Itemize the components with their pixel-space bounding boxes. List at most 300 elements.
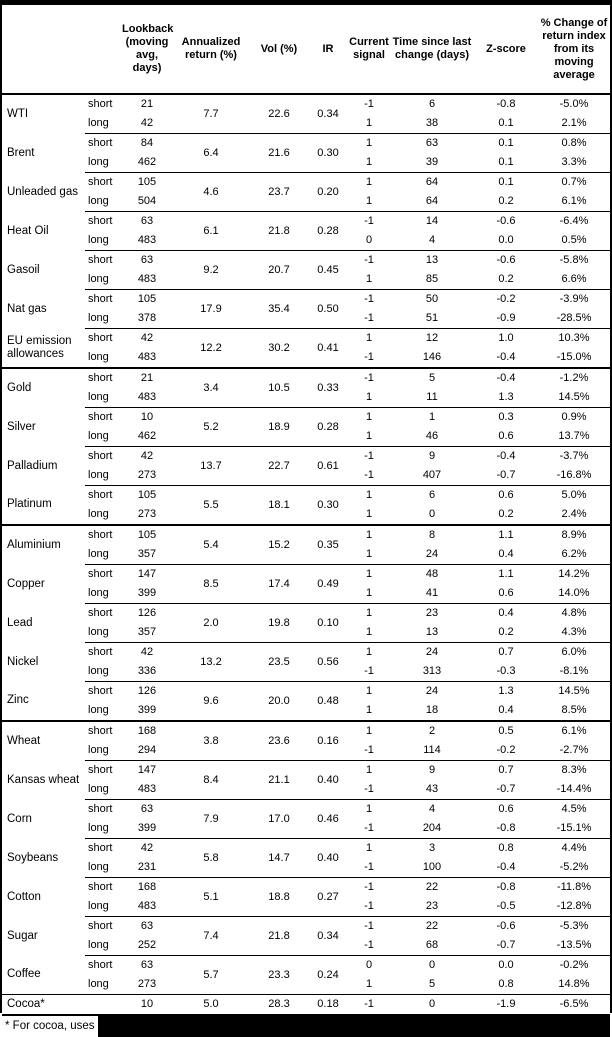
current-signal-cell: -1 [364, 822, 374, 834]
horizon-label-cell: short [85, 604, 122, 624]
pct-change-cell: -6.4% [538, 212, 610, 232]
lookback-cell: 483 [137, 391, 157, 403]
pct-change-cell: 6.6% [561, 273, 587, 285]
pct-change-cell: -15.1% [556, 822, 592, 834]
pct-change-cell: 5.0% [538, 486, 610, 506]
commodity-group [2, 290, 610, 329]
current-signal-cell: 0 [365, 234, 373, 246]
lookback-cell: 42 [122, 447, 172, 467]
current-signal-cell: 1 [348, 682, 390, 702]
commodity-name-cell: Aluminium [2, 525, 85, 565]
time-since-change-cell: 14 [390, 212, 474, 232]
zscore-cell: -0.8 [474, 94, 538, 114]
commodity-group [2, 447, 610, 486]
pct-change-cell: 14.8% [558, 978, 590, 990]
time-since-change-cell: 8 [390, 525, 474, 545]
table-row [2, 251, 610, 271]
horizon-label-cell: long [88, 508, 109, 520]
time-since-change-cell: 85 [425, 273, 439, 285]
zscore-cell: 0.2 [498, 626, 514, 638]
zscore-cell: 0.1 [498, 117, 514, 129]
lookback-cell: 378 [137, 312, 157, 324]
current-signal-cell: 1 [348, 525, 390, 545]
table-row [2, 995, 610, 1016]
annualized-return-cell: 5.4 [172, 525, 250, 565]
time-since-change-cell: 5 [390, 368, 474, 388]
lookback-cell: 336 [137, 665, 157, 677]
current-signal-cell: 1 [365, 508, 373, 520]
header-cell-ir: IR [308, 5, 348, 94]
annualized-return-cell: 9.2 [172, 251, 250, 290]
table-row [2, 329, 610, 349]
zscore-cell: -0.3 [496, 665, 516, 677]
pct-change-cell: 8.3% [538, 761, 610, 781]
lookback-cell: 126 [122, 604, 172, 624]
lookback-cell: 105 [122, 290, 172, 310]
table-row [2, 878, 610, 898]
current-signal-cell: 1 [365, 978, 373, 990]
zscore-cell: 0.0 [474, 956, 538, 976]
pct-change-cell: 13.7% [558, 430, 590, 442]
commodity-name-cell: Corn [7, 812, 32, 825]
commodity-group [2, 251, 610, 290]
horizon-label-cell: long [88, 939, 109, 951]
horizon-label-cell: short [85, 682, 122, 702]
vol-cell: 23.7 [250, 173, 308, 212]
horizon-label-cell: short [85, 212, 122, 232]
pct-change-cell: 14.5% [538, 682, 610, 702]
zscore-cell: -0.4 [474, 368, 538, 388]
zscore-cell: 0.4 [498, 704, 514, 716]
zscore-cell: 0.6 [498, 587, 514, 599]
pct-change-cell: 4.3% [561, 626, 587, 638]
table-row [2, 643, 610, 663]
horizon-label-cell: long [88, 587, 109, 599]
current-signal-cell: 1 [348, 839, 390, 859]
commodity-group [2, 94, 610, 134]
current-signal-cell: -1 [348, 447, 390, 467]
pct-change-cell: 0.8% [538, 134, 610, 154]
zscore-cell: -0.9 [496, 312, 516, 324]
current-signal-cell: -1 [364, 939, 374, 951]
commodity-name-cell: Lead [7, 616, 33, 629]
lookback-cell: 504 [137, 195, 157, 207]
current-signal-cell: -1 [364, 312, 374, 324]
lookback-cell: 21 [122, 368, 172, 388]
pct-change-cell: 8.9% [538, 525, 610, 545]
commodity-group [2, 212, 610, 251]
table-row [2, 94, 610, 114]
zscore-cell: 0.4 [474, 604, 538, 624]
header-cell-zscore: Z-score [474, 5, 538, 94]
horizon-label-cell: short [85, 565, 122, 585]
horizon-label-cell: short [85, 525, 122, 545]
table-header [2, 5, 610, 94]
commodity-name-cell: Wheat [2, 721, 85, 761]
table-row [2, 604, 610, 624]
pct-change-cell: 0.5% [561, 234, 587, 246]
commodity-group [2, 761, 610, 800]
annualized-return-cell: 2.0 [172, 604, 250, 643]
pct-change-cell: -3.9% [538, 290, 610, 310]
horizon-label-cell: short [85, 134, 122, 154]
current-signal-cell: 1 [365, 704, 373, 716]
commodity-name-cell: Platinum [7, 498, 52, 511]
commodity-name-cell: EU emission allowances [7, 334, 72, 360]
pct-change-cell: -14.4% [556, 783, 592, 795]
time-since-change-cell: 2 [390, 721, 474, 741]
horizon-label-cell: long [88, 117, 109, 129]
vol-cell: 23.6 [250, 721, 308, 761]
table-row [2, 134, 610, 154]
commodity-name-cell: Nat gas [7, 302, 47, 315]
vol-cell: 14.7 [250, 839, 308, 878]
ir-cell: 0.48 [308, 682, 348, 722]
zscore-cell: -1.9 [474, 995, 538, 1016]
lookback-cell: 168 [122, 878, 172, 898]
header-cell-current-signal: Current signal [348, 5, 390, 94]
current-signal-cell: 1 [365, 391, 373, 403]
time-since-change-cell: 4 [428, 234, 436, 246]
time-since-change-cell: 22 [390, 917, 474, 937]
zscore-cell: 0.0 [498, 234, 514, 246]
commodity-name-cell: Brent [7, 146, 35, 159]
lookback-cell: 63 [122, 956, 172, 976]
vol-cell: 18.8 [250, 878, 308, 917]
time-since-change-cell: 12 [390, 329, 474, 349]
horizon-label-cell: short [85, 447, 122, 467]
table-row [2, 682, 610, 702]
ir-cell: 0.34 [308, 917, 348, 956]
ir-cell: 0.49 [308, 565, 348, 604]
zscore-cell: 0.1 [474, 134, 538, 154]
lookback-cell: 105 [122, 486, 172, 506]
vol-cell: 15.2 [250, 525, 308, 565]
header-cell-name [2, 5, 85, 94]
lookback-cell: 294 [137, 744, 157, 756]
annualized-return-cell: 17.9 [172, 290, 250, 329]
lookback-cell: 273 [137, 469, 157, 481]
time-since-change-cell: 23 [425, 900, 439, 912]
commodity-group [2, 173, 610, 212]
commodity-name-cell: Coffee [7, 968, 41, 981]
current-signal-cell: -1 [348, 995, 390, 1016]
vol-cell: 21.6 [250, 134, 308, 173]
horizon-label-cell: short [85, 761, 122, 781]
commodity-name-cell: Nickel [7, 655, 39, 668]
horizon-label-cell: long [88, 312, 109, 324]
time-since-change-cell: 48 [390, 565, 474, 585]
commodity-name-cell: Heat Oil [7, 224, 49, 237]
ir-cell: 0.30 [308, 486, 348, 526]
vol-cell: 21.8 [250, 212, 308, 251]
lookback-cell: 63 [122, 212, 172, 232]
pct-change-cell: 6.0% [538, 643, 610, 663]
annualized-return-cell: 4.6 [172, 173, 250, 212]
commodity-name-cell: Cotton [7, 890, 41, 903]
current-signal-cell: 1 [365, 587, 373, 599]
horizon-label-cell: short [85, 368, 122, 388]
horizon-label-cell: long [88, 704, 109, 716]
time-since-change-cell: 1 [390, 408, 474, 428]
annualized-return-cell: 13.7 [172, 447, 250, 486]
lookback-cell: 399 [137, 587, 157, 599]
zscore-cell: -0.7 [496, 939, 516, 951]
lookback-cell: 273 [137, 978, 157, 990]
current-signal-cell: 1 [348, 604, 390, 624]
pct-change-cell: -5.0% [538, 94, 610, 114]
pct-change-cell: 6.2% [561, 548, 587, 560]
horizon-label-cell: long [88, 822, 109, 834]
current-signal-cell: 1 [348, 408, 390, 428]
time-since-change-cell: 114 [423, 744, 441, 756]
zscore-cell: 0.7 [474, 643, 538, 663]
commodity-name-cell: Sugar [7, 929, 38, 942]
commodity-name-cell: Kansas wheat [7, 773, 80, 786]
commodity-group [2, 408, 610, 447]
time-since-change-cell: 13 [425, 626, 439, 638]
annualized-return-cell: 5.5 [172, 486, 250, 526]
pct-change-cell: 0.9% [538, 408, 610, 428]
table-row [2, 486, 610, 506]
lookback-cell: 273 [137, 508, 157, 520]
commodity-group [2, 839, 610, 878]
commodity-group [2, 329, 610, 369]
annualized-return-cell: 8.4 [172, 761, 250, 800]
time-since-change-cell: 6 [390, 94, 474, 114]
ir-cell: 0.27 [308, 878, 348, 917]
header-cell-annualized-return: Annualized return (%) [172, 5, 250, 94]
pct-change-cell: -5.3% [538, 917, 610, 937]
zscore-cell: 0.3 [474, 408, 538, 428]
zscore-cell: -0.2 [496, 744, 516, 756]
vol-cell: 10.5 [250, 368, 308, 408]
zscore-cell: 1.1 [474, 525, 538, 545]
lookback-cell: 399 [137, 704, 157, 716]
time-since-change-cell: 9 [390, 761, 474, 781]
table-row [2, 290, 610, 310]
table-row [2, 565, 610, 585]
zscore-cell: 1.1 [474, 565, 538, 585]
zscore-cell: 0.1 [474, 173, 538, 193]
zscore-cell: 1.0 [474, 329, 538, 349]
zscore-cell: 1.3 [474, 682, 538, 702]
time-since-change-cell: 5 [428, 978, 436, 990]
zscore-cell: 0.5 [474, 721, 538, 741]
table-row [2, 956, 610, 976]
horizon-label-cell: long [88, 391, 109, 403]
annualized-return-cell: 8.5 [172, 565, 250, 604]
lookback-cell: 105 [122, 173, 172, 193]
annualized-return-cell: 12.2 [172, 329, 250, 369]
commodity-group [2, 525, 610, 565]
ir-cell: 0.34 [308, 94, 348, 134]
commodities-table [2, 5, 610, 1016]
time-since-change-cell: 313 [422, 665, 442, 677]
commodity-group [2, 604, 610, 643]
time-since-change-cell: 46 [425, 430, 439, 442]
pct-change-cell: -5.2% [559, 861, 589, 873]
pct-change-cell: 0.7% [538, 173, 610, 193]
pct-change-cell: -2.7% [559, 744, 589, 756]
horizon-label-cell: long [88, 626, 109, 638]
time-since-change-cell: 22 [390, 878, 474, 898]
annualized-return-cell: 3.4 [172, 368, 250, 408]
time-since-change-cell: 68 [425, 939, 439, 951]
current-signal-cell: -1 [364, 900, 374, 912]
horizon-label-cell: short [85, 643, 122, 663]
table-footnote-row [2, 1016, 610, 1037]
current-signal-cell: -1 [364, 861, 374, 873]
zscore-cell: -0.6 [474, 917, 538, 937]
ir-cell: 0.40 [308, 761, 348, 800]
time-since-change-cell: 18 [425, 704, 439, 716]
zscore-cell: 0.8 [474, 839, 538, 859]
pct-change-cell: -3.7% [538, 447, 610, 467]
vol-cell: 21.8 [250, 917, 308, 956]
vol-cell: 30.2 [250, 329, 308, 369]
pct-change-cell: -8.1% [559, 665, 589, 677]
zscore-cell: 0.8 [498, 978, 514, 990]
lookback-cell: 483 [137, 900, 157, 912]
commodity-name-cell: Copper [7, 577, 45, 590]
time-since-change-cell: 24 [390, 643, 474, 663]
current-signal-cell: 1 [348, 173, 390, 193]
zscore-cell: -0.8 [496, 822, 516, 834]
commodity-name-cell: WTI [7, 107, 29, 120]
commodity-name-cell: Gold [2, 368, 85, 408]
commodity-name-cell: Gasoil [7, 263, 40, 276]
horizon-label-cell: short [85, 486, 122, 506]
current-signal-cell: 1 [365, 430, 373, 442]
time-since-change-cell: 41 [425, 587, 439, 599]
vol-cell: 20.0 [250, 682, 308, 722]
current-signal-cell: 1 [365, 117, 373, 129]
current-signal-cell: 1 [348, 800, 390, 820]
commodity-group [2, 134, 610, 173]
lookback-cell: 483 [137, 234, 157, 246]
table-row [2, 525, 610, 545]
time-since-change-cell: 407 [422, 469, 442, 481]
current-signal-cell: -1 [348, 212, 390, 232]
header-cell-pct-change: % Change of return index from its moving average [538, 5, 610, 94]
annualized-return-cell: 7.7 [172, 94, 250, 134]
vol-cell: 20.7 [250, 251, 308, 290]
pct-change-cell: -16.8% [556, 469, 592, 481]
horizon-label-cell: long [88, 195, 109, 207]
time-since-change-cell: 39 [425, 156, 439, 168]
lookback-cell: 399 [137, 822, 157, 834]
zscore-cell: -0.4 [474, 447, 538, 467]
vol-cell: 28.3 [250, 995, 308, 1016]
horizon-label-cell: long [88, 900, 109, 912]
time-since-change-cell: 64 [390, 173, 474, 193]
horizon-label-cell: short [85, 94, 122, 114]
pct-change-cell: -28.5% [556, 312, 592, 324]
time-since-change-cell: 100 [422, 861, 442, 873]
pct-change-cell: -15.0% [556, 351, 592, 363]
pct-change-cell: 14.0% [558, 587, 590, 599]
pct-change-cell: 6.1% [561, 195, 587, 207]
zscore-cell: -0.5 [496, 900, 516, 912]
zscore-cell: -0.7 [496, 783, 516, 795]
current-signal-cell: -1 [348, 878, 390, 898]
annualized-return-cell: 5.8 [172, 839, 250, 878]
pct-change-cell: -1.2% [538, 368, 610, 388]
horizon-label-cell: long [88, 744, 109, 756]
header-cell-vol: Vol (%) [250, 5, 308, 94]
horizon-label-cell: short [85, 408, 122, 428]
ir-cell: 0.28 [308, 212, 348, 251]
horizon-label-cell: short [85, 251, 122, 271]
time-since-change-cell: 204 [422, 822, 442, 834]
lookback-cell: 357 [137, 548, 157, 560]
horizon-label-cell: long [88, 665, 109, 677]
commodity-group [2, 368, 610, 408]
zscore-cell: 0.2 [498, 273, 514, 285]
commodity-group [2, 643, 610, 682]
vol-cell: 22.6 [250, 94, 308, 134]
current-signal-cell: 1 [348, 761, 390, 781]
commodity-name-cell: Soybeans [7, 851, 59, 864]
horizon-label-cell [85, 995, 122, 1016]
commodity-name-cell: Palladium [7, 459, 58, 472]
lookback-cell: 357 [137, 626, 157, 638]
zscore-cell: -0.4 [496, 861, 516, 873]
zscore-cell: -0.6 [474, 251, 538, 271]
table-row [2, 761, 610, 781]
ir-cell: 0.33 [308, 368, 348, 408]
lookback-cell: 63 [122, 800, 172, 820]
vol-cell: 18.1 [250, 486, 308, 526]
current-signal-cell: 1 [365, 195, 373, 207]
commodity-name-cell: Cocoa* [2, 995, 85, 1016]
vol-cell: 23.5 [250, 643, 308, 682]
current-signal-cell: 1 [348, 134, 390, 154]
lookback-cell: 63 [122, 917, 172, 937]
current-signal-cell: 1 [365, 273, 373, 285]
current-signal-cell: -1 [364, 351, 374, 363]
horizon-label-cell: long [88, 430, 109, 442]
time-since-change-cell: 51 [425, 312, 439, 324]
zscore-cell: 1.3 [498, 391, 514, 403]
current-signal-cell: -1 [364, 783, 374, 795]
time-since-change-cell: 38 [425, 117, 439, 129]
horizon-label-cell: short [85, 839, 122, 859]
horizon-label-cell: short [85, 800, 122, 820]
lookback-cell: 10 [122, 995, 172, 1016]
current-signal-cell: 1 [348, 565, 390, 585]
lookback-cell: 483 [137, 783, 157, 795]
current-signal-cell: -1 [348, 368, 390, 388]
annualized-return-cell: 9.6 [172, 682, 250, 722]
time-since-change-cell: 146 [422, 351, 442, 363]
annualized-return-cell: 6.1 [172, 212, 250, 251]
lookback-cell: 63 [122, 251, 172, 271]
lookback-cell: 252 [137, 939, 157, 951]
annualized-return-cell: 13.2 [172, 643, 250, 682]
ir-cell: 0.24 [308, 956, 348, 995]
pct-change-cell: 6.1% [538, 721, 610, 741]
lookback-cell: 147 [122, 761, 172, 781]
pct-change-cell: 14.2% [538, 565, 610, 585]
lookback-cell: 42 [140, 117, 154, 129]
commodity-group [2, 956, 610, 995]
current-signal-cell: -1 [364, 665, 374, 677]
lookback-cell: 147 [122, 565, 172, 585]
current-signal-cell: 0 [348, 956, 390, 976]
zscore-cell: 0.2 [498, 195, 514, 207]
